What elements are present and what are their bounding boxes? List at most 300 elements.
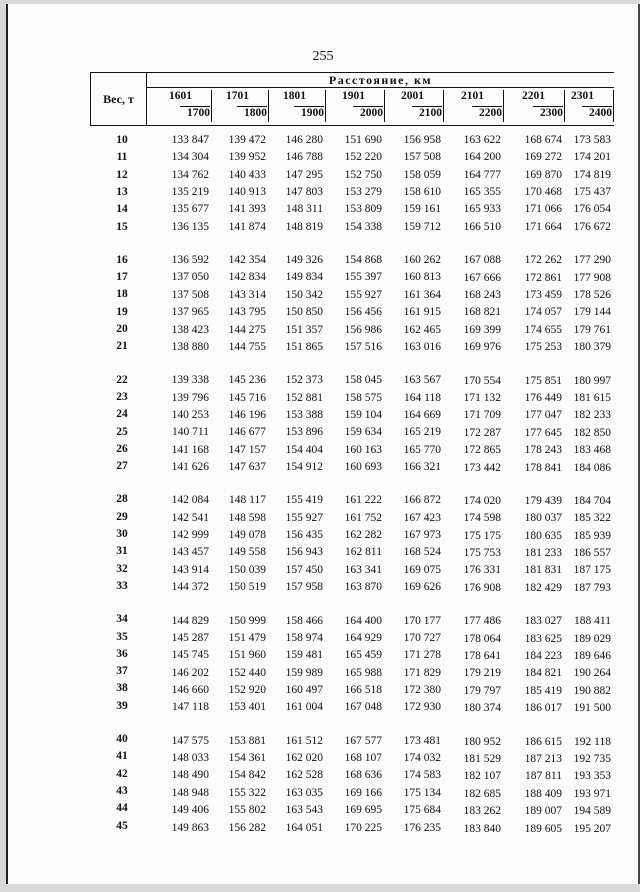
value-cell: 173 583: [573, 134, 611, 146]
weight-cell: 20: [116, 323, 128, 335]
value-cell: 172 865: [463, 444, 501, 457]
table-row: [90, 458, 613, 474]
value-cell: 191 500: [573, 702, 611, 715]
weight-cell: 26: [116, 442, 128, 455]
value-cell: 183 840: [463, 822, 501, 835]
value-cell: 183 468: [573, 444, 611, 457]
value-cell: 156 435: [285, 529, 323, 542]
value-cell: 173 459: [524, 289, 562, 302]
value-cell: 155 419: [285, 494, 323, 507]
value-cell: 138 880: [171, 340, 209, 353]
weight-cell: 33: [116, 579, 128, 592]
value-cell: 181 831: [524, 564, 562, 577]
value-cell: 187 793: [573, 581, 611, 594]
weight-cell: 30: [116, 528, 128, 540]
value-cell: 152 750: [344, 168, 382, 181]
value-cell: 154 842: [228, 769, 266, 782]
table-row: [90, 680, 613, 696]
value-cell: 156 958: [403, 134, 441, 146]
value-cell: 164 400: [344, 614, 382, 627]
weight-cell: 35: [116, 630, 128, 643]
value-cell: 175 134: [403, 786, 441, 799]
value-cell: 164 669: [403, 408, 441, 421]
value-cell: 174 020: [463, 494, 501, 507]
value-cell: 137 508: [171, 288, 209, 301]
value-cell: 157 450: [285, 563, 323, 576]
value-cell: 170 177: [403, 614, 441, 627]
value-cell: 147 637: [228, 461, 266, 474]
value-cell: 193 353: [573, 770, 611, 783]
value-cell: 189 605: [524, 822, 562, 835]
range-from: 2001: [401, 90, 424, 102]
value-cell: 133 847: [171, 134, 209, 146]
value-cell: 139 472: [228, 134, 266, 146]
weight-cell: 27: [116, 460, 128, 473]
value-cell: 161 512: [285, 734, 323, 747]
value-cell: 194 589: [573, 805, 611, 818]
value-cell: 171 132: [463, 391, 501, 404]
value-cell: 171 709: [463, 409, 501, 422]
range-from: 2301: [571, 90, 594, 102]
value-cell: 169 399: [463, 323, 501, 336]
value-cell: 146 788: [285, 151, 323, 164]
weight-cell: 29: [116, 510, 128, 523]
table-row: [90, 372, 613, 388]
value-cell: 192 735: [573, 752, 611, 765]
value-cell: 148 490: [171, 769, 209, 782]
value-cell: 182 107: [463, 770, 501, 783]
value-cell: 176 672: [573, 220, 611, 233]
weight-cell: 22: [116, 373, 128, 386]
value-cell: 170 554: [463, 374, 501, 387]
value-cell: 163 567: [403, 374, 441, 387]
value-cell: 187 811: [525, 770, 562, 783]
range-from: 2201: [522, 90, 545, 102]
table-row: [90, 766, 613, 782]
value-cell: 137 050: [171, 271, 209, 284]
range-header-2: [269, 88, 326, 124]
value-cell: 167 666: [463, 271, 501, 284]
value-cell: 182 429: [524, 581, 562, 594]
table-row: [90, 441, 613, 457]
table-row: [90, 338, 613, 354]
value-cell: 145 236: [228, 374, 266, 387]
value-cell: 135 219: [171, 186, 209, 199]
value-cell: 170 727: [403, 631, 441, 644]
table-row: [90, 646, 613, 662]
value-cell: 146 677: [228, 426, 266, 439]
value-cell: 163 016: [403, 340, 441, 353]
value-cell: 167 423: [403, 511, 441, 524]
value-cell: 156 456: [344, 306, 382, 319]
weight-cell: 38: [116, 682, 128, 695]
value-cell: 174 819: [573, 168, 611, 181]
weight-cell: 21: [116, 340, 128, 353]
weight-cell: 44: [116, 802, 128, 815]
value-cell: 169 695: [344, 804, 382, 817]
value-cell: 162 528: [285, 769, 323, 782]
table-row: [90, 783, 613, 799]
value-cell: 181 529: [463, 752, 501, 765]
value-cell: 165 988: [344, 666, 382, 679]
value-cell: 140 253: [171, 408, 209, 421]
table-row: [90, 132, 613, 148]
value-cell: 134 762: [171, 168, 209, 181]
value-cell: 161 752: [344, 511, 382, 524]
value-cell: 143 795: [228, 306, 266, 319]
value-cell: 155 802: [228, 804, 266, 817]
value-cell: 174 583: [403, 769, 441, 782]
value-cell: 153 809: [344, 203, 382, 216]
value-cell: 184 223: [524, 649, 562, 662]
table-row: [90, 406, 613, 422]
value-cell: 179 219: [463, 667, 501, 680]
table-row: [90, 201, 613, 217]
value-cell: 184 821: [524, 667, 562, 680]
value-cell: 152 881: [285, 391, 323, 404]
value-cell: 154 404: [285, 443, 323, 456]
value-cell: 150 999: [228, 614, 266, 627]
value-cell: 157 516: [344, 340, 382, 353]
value-cell: 150 039: [228, 563, 266, 576]
value-cell: 141 626: [171, 461, 209, 474]
value-cell: 159 481: [285, 649, 323, 662]
value-cell: 162 282: [344, 529, 382, 542]
table-row: [90, 286, 613, 302]
value-cell: 169 976: [463, 341, 501, 354]
value-cell: 170 468: [524, 186, 562, 199]
value-cell: 149 558: [228, 546, 266, 559]
value-cell: 146 202: [171, 666, 209, 679]
value-cell: 175 684: [403, 804, 441, 817]
value-cell: 144 755: [228, 340, 266, 353]
value-cell: 189 029: [573, 632, 611, 645]
value-cell: 151 690: [344, 134, 382, 146]
table-header: [90, 72, 614, 126]
value-cell: 152 373: [285, 374, 323, 387]
value-cell: 138 423: [171, 323, 209, 336]
value-cell: 140 913: [228, 186, 266, 199]
value-cell: 166 518: [344, 683, 382, 696]
range-divider: [613, 90, 614, 122]
table-row: [90, 252, 613, 268]
value-cell: 169 272: [524, 151, 562, 164]
table-row: [90, 629, 613, 645]
value-cell: 172 287: [463, 426, 501, 439]
value-cell: 139 952: [228, 151, 266, 164]
value-cell: 166 321: [403, 461, 441, 474]
value-cell: 174 032: [403, 752, 441, 765]
table-row: [90, 219, 613, 235]
table-row: [90, 543, 613, 559]
value-cell: 175 753: [463, 547, 501, 560]
value-cell: 154 338: [344, 220, 382, 233]
value-cell: 179 144: [573, 306, 611, 319]
value-cell: 189 007: [524, 805, 562, 818]
value-cell: 190 882: [573, 684, 611, 697]
value-cell: 174 655: [524, 323, 562, 336]
value-cell: 156 943: [285, 546, 323, 559]
value-cell: 154 361: [228, 752, 266, 765]
distance-column-group-header: Расстояние, км: [147, 73, 614, 88]
value-cell: 145 716: [228, 391, 266, 404]
value-cell: 159 161: [403, 203, 441, 216]
value-cell: 185 419: [524, 684, 562, 697]
value-cell: 171 664: [524, 220, 562, 233]
value-cell: 176 235: [403, 821, 441, 834]
table-row: [90, 149, 613, 165]
range-to: 1800: [244, 107, 267, 119]
value-cell: 172 380: [403, 683, 441, 696]
value-cell: 174 057: [524, 306, 562, 319]
value-cell: 162 811: [345, 546, 382, 559]
value-cell: 151 960: [228, 649, 266, 662]
value-cell: 175 851: [524, 374, 562, 387]
value-cell: 148 033: [171, 752, 209, 765]
table-row: [90, 731, 613, 747]
value-cell: 147 118: [172, 701, 209, 714]
value-cell: 153 388: [285, 408, 323, 421]
value-cell: 166 872: [403, 494, 441, 507]
value-cell: 187 175: [573, 564, 611, 577]
value-cell: 175 253: [524, 341, 562, 354]
value-cell: 158 610: [403, 186, 441, 199]
value-cell: 169 626: [403, 581, 441, 594]
value-cell: 148 948: [171, 786, 209, 799]
value-cell: 161 364: [403, 288, 441, 301]
table-row: [90, 389, 613, 405]
range-from: 1601: [169, 90, 192, 102]
range-from: 1801: [283, 90, 306, 102]
value-cell: 157 958: [285, 581, 323, 594]
value-cell: 184 086: [573, 461, 611, 474]
value-cell: 168 674: [524, 134, 562, 146]
weight-cell: 32: [116, 562, 128, 575]
value-cell: 154 912: [285, 461, 323, 474]
value-cell: 167 088: [463, 254, 501, 267]
value-cell: 155 927: [285, 511, 323, 524]
range-from: 1701: [226, 90, 249, 102]
weight-cell: 24: [116, 408, 128, 421]
value-cell: 150 342: [285, 288, 323, 301]
value-cell: 186 017: [524, 702, 562, 715]
value-cell: 164 051: [285, 821, 323, 834]
value-cell: 144 829: [171, 614, 209, 627]
value-cell: 179 797: [463, 684, 501, 697]
value-cell: 168 821: [463, 306, 501, 319]
range-from: 1901: [342, 90, 365, 102]
value-cell: 193 971: [573, 787, 611, 800]
table-row: [90, 611, 613, 627]
weight-cell: 19: [116, 305, 128, 318]
value-cell: 177 047: [524, 409, 562, 422]
value-cell: 189 646: [573, 649, 611, 662]
value-cell: 185 322: [573, 512, 611, 525]
value-cell: 180 379: [573, 341, 611, 354]
value-cell: 143 314: [228, 288, 266, 301]
value-cell: 168 524: [403, 546, 441, 559]
weight-cell: 36: [116, 647, 128, 660]
value-cell: 143 914: [171, 563, 209, 576]
range-header-7: [565, 88, 614, 124]
value-cell: 157 508: [403, 151, 441, 164]
value-cell: 159 104: [344, 408, 382, 421]
value-cell: 178 526: [573, 289, 611, 302]
value-cell: 188 411: [574, 615, 611, 628]
weight-cell: 31: [116, 545, 128, 558]
range-header-1: [212, 88, 269, 124]
table-row: [90, 509, 613, 525]
value-cell: 169 870: [524, 168, 562, 181]
value-cell: 145 745: [171, 649, 209, 662]
weight-cell: 13: [116, 185, 128, 198]
value-cell: 162 020: [285, 752, 323, 765]
value-cell: 162 465: [403, 323, 441, 336]
weight-cell: 41: [116, 750, 128, 763]
value-cell: 160 262: [403, 254, 441, 267]
value-cell: 158 466: [285, 614, 323, 627]
value-cell: 178 064: [463, 632, 501, 645]
value-cell: 186 557: [573, 547, 611, 560]
weight-cell: 25: [116, 425, 128, 438]
value-cell: 156 282: [228, 821, 266, 834]
value-cell: 195 207: [573, 822, 611, 835]
value-cell: 159 634: [344, 426, 382, 439]
value-cell: 158 575: [344, 391, 382, 404]
value-cell: 183 262: [463, 805, 501, 818]
value-cell: 146 280: [285, 134, 323, 146]
value-cell: 155 397: [344, 271, 382, 284]
value-cell: 152 440: [228, 666, 266, 679]
value-cell: 174 598: [463, 512, 501, 525]
value-cell: 159 989: [285, 666, 323, 679]
table-row: [90, 269, 613, 285]
weight-column-header: Вес, т: [91, 73, 147, 125]
weight-cell: 45: [116, 819, 128, 832]
value-cell: 142 834: [228, 271, 266, 284]
value-cell: 176 449: [524, 391, 562, 404]
value-cell: 181 233: [524, 547, 562, 560]
value-cell: 163 035: [285, 786, 323, 799]
value-cell: 142 084: [171, 494, 209, 507]
value-cell: 171 829: [403, 666, 441, 679]
value-cell: 151 865: [285, 340, 323, 353]
value-cell: 135 677: [171, 203, 209, 216]
value-cell: 169 075: [403, 563, 441, 576]
value-cell: 147 803: [285, 186, 323, 199]
value-cell: 158 974: [285, 631, 323, 644]
value-cell: 179 761: [573, 323, 611, 336]
value-cell: 144 275: [228, 323, 266, 336]
value-cell: 165 219: [403, 426, 441, 439]
weight-cell: 28: [116, 493, 128, 506]
value-cell: 161 004: [285, 701, 323, 714]
range-to: 1900: [301, 107, 324, 119]
weight-cell: 40: [116, 733, 128, 745]
weight-cell: 34: [116, 613, 128, 626]
table-row: [90, 184, 613, 200]
value-cell: 147 157: [228, 443, 266, 456]
value-cell: 153 896: [285, 426, 323, 439]
value-cell: 137 965: [171, 306, 209, 319]
value-cell: 149 326: [285, 254, 323, 267]
range-to: 2400: [589, 107, 612, 119]
value-cell: 166 510: [463, 220, 501, 233]
table-row: [90, 698, 613, 714]
value-cell: 176 054: [573, 203, 611, 216]
value-cell: 152 920: [228, 683, 266, 696]
value-cell: 141 874: [228, 220, 266, 233]
value-cell: 167 973: [403, 529, 441, 542]
value-cell: 165 459: [344, 649, 382, 662]
value-cell: 163 543: [285, 804, 323, 817]
value-cell: 147 295: [285, 168, 323, 181]
value-cell: 171 066: [524, 203, 562, 216]
value-cell: 173 442: [463, 461, 501, 474]
value-cell: 160 693: [344, 461, 382, 474]
value-cell: 160 497: [285, 683, 323, 696]
table-row: [90, 304, 613, 320]
value-cell: 153 881: [228, 734, 266, 747]
value-cell: 179 439: [524, 494, 562, 507]
value-cell: 173 481: [403, 734, 441, 747]
value-cell: 165 933: [463, 203, 501, 216]
weight-cell: 37: [116, 665, 128, 678]
value-cell: 142 541: [171, 511, 209, 524]
value-cell: 180 374: [463, 702, 501, 715]
value-cell: 144 372: [171, 581, 209, 594]
range-to: 2300: [540, 107, 563, 119]
value-cell: 146 196: [228, 408, 266, 421]
value-cell: 148 598: [228, 511, 266, 524]
value-cell: 147 575: [171, 734, 209, 747]
value-cell: 168 243: [463, 289, 501, 302]
value-cell: 150 519: [228, 581, 266, 594]
value-cell: 192 118: [574, 735, 611, 748]
range-header-6: [504, 88, 565, 124]
value-cell: 165 770: [403, 443, 441, 456]
value-cell: 174 201: [573, 151, 611, 164]
value-cell: 156 986: [344, 323, 382, 336]
value-cell: 182 233: [573, 409, 611, 422]
weight-cell: 11: [116, 151, 128, 164]
value-cell: 149 834: [285, 271, 323, 284]
value-cell: 172 861: [524, 271, 562, 284]
weight-cell: 15: [116, 220, 128, 233]
table-row: [90, 526, 613, 542]
value-cell: 178 641: [463, 649, 501, 662]
value-cell: 160 163: [344, 443, 382, 456]
value-cell: 142 999: [171, 529, 209, 542]
weight-cell: 12: [116, 168, 128, 181]
value-cell: 161 915: [403, 306, 441, 319]
value-cell: 169 166: [344, 786, 382, 799]
range-to: 2200: [479, 107, 502, 119]
table-row: [90, 818, 613, 834]
value-cell: 153 279: [344, 186, 382, 199]
value-cell: 158 045: [344, 374, 382, 387]
value-cell: 185 939: [573, 529, 611, 542]
value-cell: 139 796: [171, 391, 209, 404]
range-to: 2000: [360, 107, 383, 119]
range-header-5: [444, 88, 504, 124]
value-cell: 170 225: [344, 821, 382, 834]
value-cell: 168 107: [344, 752, 382, 765]
value-cell: 172 262: [524, 254, 562, 267]
value-cell: 148 819: [285, 220, 323, 233]
weight-cell: 17: [116, 271, 128, 284]
value-cell: 182 685: [463, 787, 501, 800]
